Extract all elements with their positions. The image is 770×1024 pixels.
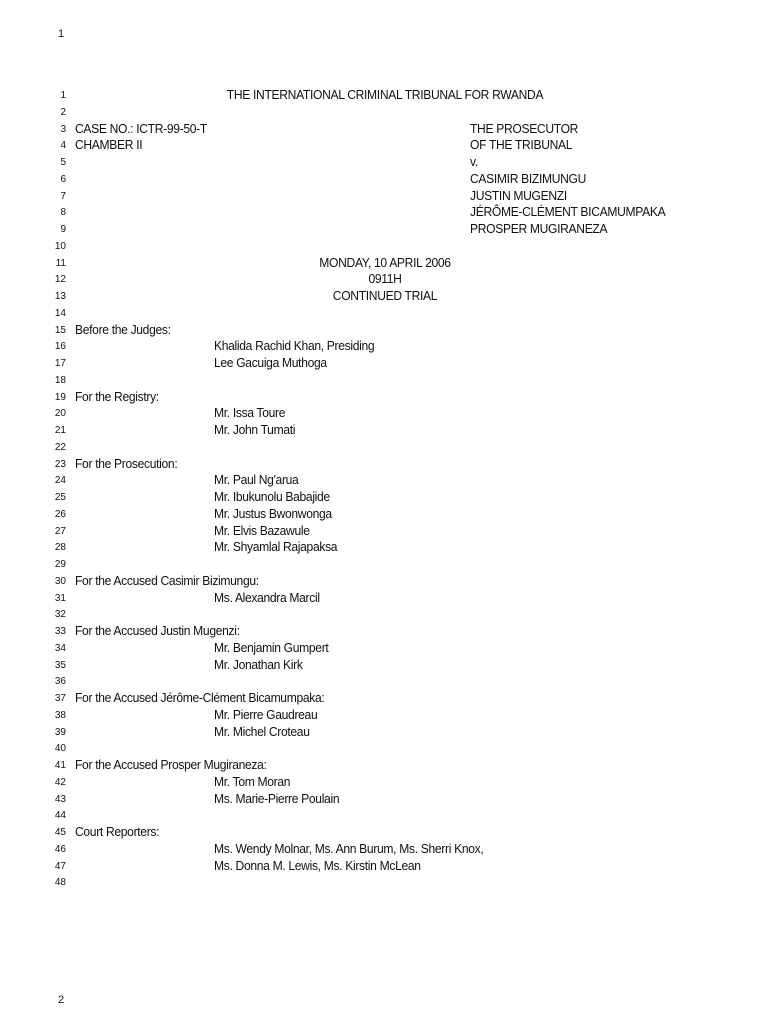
line-number: 13 [54, 291, 66, 302]
transcript-line [0, 673, 770, 690]
prosecution-name: Mr. Justus Bwonwonga [214, 505, 332, 521]
defence-name: Ms. Marie-Pierre Poulain [214, 790, 340, 806]
party-name: v. [470, 154, 478, 169]
prosecution-name: Mr. Elvis Bazawule [214, 522, 310, 538]
line-number: 27 [54, 525, 66, 537]
transcript-line [0, 171, 770, 188]
line-number: 37 [54, 693, 66, 704]
transcript-line [0, 422, 770, 439]
line-number: 36 [54, 676, 66, 688]
reporter-names: Ms. Wendy Molnar, Ms. Ann Burum, Ms. Sherri Knox, [214, 840, 484, 856]
transcript-line [0, 456, 770, 473]
section-label: For the Accused Justin Mugenzi: [75, 623, 240, 638]
line-number: 48 [54, 877, 66, 889]
transcript-line [0, 255, 770, 272]
line-number: 1 [60, 90, 66, 101]
transcript-line [0, 322, 770, 339]
party-name: OF THE TRIBUNAL [470, 137, 573, 153]
transcript-line [0, 338, 770, 355]
section-label: For the Accused Prosper Mugiraneza: [75, 757, 267, 772]
line-number: 39 [54, 726, 66, 738]
line-number: 9 [60, 224, 66, 235]
line-number: 22 [54, 441, 66, 453]
line-number: 23 [54, 458, 66, 470]
session-time: 0911H [368, 271, 402, 287]
registry-name: Mr. John Tumati [214, 422, 296, 437]
line-number: 31 [54, 592, 66, 604]
transcript-line [0, 791, 770, 808]
line-number: 28 [54, 542, 66, 554]
line-number: 46 [54, 843, 66, 855]
section-label: Court Reporters: [75, 824, 160, 839]
transcript-line [0, 405, 770, 422]
section-label: For the Prosecution: [75, 455, 178, 471]
line-number: 19 [54, 391, 66, 403]
judge-name: Khalida Rachid Khan, Presiding [214, 338, 375, 354]
transcript-line [0, 121, 770, 138]
reporter-names: Ms. Donna M. Lewis, Ms. Kirstin McLean [214, 857, 421, 873]
party-name: PROSPER MUGIRANEZA [470, 221, 608, 236]
party-name: JÉRÔME-CLÉMENT BICAMUMPAKA [470, 204, 666, 220]
line-number: 47 [54, 860, 66, 872]
prosecution-name: Mr. Ibukunolu Babajide [214, 489, 330, 504]
line-number: 30 [54, 575, 66, 587]
line-number: 7 [60, 190, 66, 202]
prosecution-name: Mr. Shyamlal Rajapaksa [214, 539, 338, 555]
transcript-line [0, 858, 770, 875]
registry-name: Mr. Issa Toure [214, 405, 286, 421]
line-number: 33 [54, 626, 66, 637]
section-label: For the Accused Jérôme-Clément Bicamumpaka: [75, 690, 325, 705]
top-page-number: 1 [58, 28, 65, 40]
line-number: 20 [54, 408, 66, 420]
line-number: 32 [54, 609, 66, 621]
transcript-line [0, 807, 770, 824]
party-name: THE PROSECUTOR [470, 120, 579, 136]
line-number: 25 [54, 492, 66, 503]
transcript-line [0, 472, 770, 489]
line-number: 26 [54, 508, 66, 520]
transcript-line [0, 439, 770, 456]
bottom-page-number: 2 [58, 994, 65, 1006]
transcript-line [0, 824, 770, 841]
transcript-line [0, 238, 770, 255]
transcript-line [0, 757, 770, 774]
chamber: CHAMBER II [75, 137, 143, 153]
line-number: 4 [60, 140, 66, 152]
transcript-line [0, 271, 770, 288]
tribunal-title: THE INTERNATIONAL CRIMINAL TRIBUNAL FOR RWANDA [226, 87, 544, 102]
transcript-line [0, 690, 770, 707]
line-number: 34 [54, 642, 66, 654]
transcript-line [0, 740, 770, 757]
transcript-line [0, 573, 770, 590]
transcript-line [0, 590, 770, 607]
transcript-line [0, 204, 770, 221]
transcript-line [0, 606, 770, 623]
line-number: 15 [54, 324, 66, 336]
line-number: 35 [54, 659, 66, 671]
line-number: 21 [54, 425, 66, 436]
transcript-line [0, 841, 770, 858]
transcript-line [0, 623, 770, 640]
defence-name: Mr. Pierre Gaudreau [214, 706, 318, 722]
line-number: 24 [54, 475, 66, 487]
line-number: 43 [54, 793, 66, 805]
transcript-line [0, 640, 770, 657]
transcript-line [0, 372, 770, 389]
line-number: 42 [54, 776, 66, 788]
line-number: 10 [54, 240, 66, 252]
transcript-line [0, 154, 770, 171]
line-number: 18 [54, 374, 66, 386]
transcript-line [0, 305, 770, 322]
line-number: 6 [60, 173, 66, 185]
case-number: CASE NO.: ICTR-99-50-T [75, 120, 207, 136]
line-number: 16 [54, 341, 66, 353]
transcript-line [0, 87, 770, 104]
line-number: 41 [54, 760, 66, 771]
transcript-line [0, 288, 770, 305]
transcript-line [0, 137, 770, 154]
session-date: MONDAY, 10 APRIL 2006 [319, 254, 451, 270]
session-type: CONTINUED TRIAL [332, 288, 438, 303]
line-number: 3 [60, 123, 66, 135]
defence-name: Mr. Jonathan Kirk [214, 656, 303, 672]
prosecution-name: Mr. Paul Ng'arua [214, 472, 299, 488]
party-name: JUSTIN MUGENZI [470, 187, 567, 203]
line-number: 38 [54, 709, 66, 721]
transcript-line [0, 355, 770, 372]
line-number: 40 [54, 743, 66, 755]
transcript-line [0, 389, 770, 406]
line-number: 12 [54, 274, 66, 286]
judge-name: Lee Gacuiga Muthoga [214, 355, 327, 370]
transcript-line [0, 188, 770, 205]
transcript-line [0, 506, 770, 523]
transcript-line [0, 556, 770, 573]
party-name: CASIMIR BIZIMUNGU [470, 170, 587, 186]
defence-name: Mr. Benjamin Gumpert [214, 639, 329, 655]
line-number: 2 [60, 106, 66, 118]
line-number: 17 [54, 358, 66, 369]
line-number: 45 [54, 827, 66, 838]
defence-name: Mr. Michel Croteau [214, 723, 310, 739]
transcript-line [0, 707, 770, 724]
transcript-line [0, 104, 770, 121]
section-label: For the Accused Casimir Bizimungu: [75, 572, 259, 588]
transcript-line [0, 221, 770, 238]
transcript-line [0, 657, 770, 674]
transcript-line [0, 489, 770, 506]
transcript-line [0, 724, 770, 741]
line-number: 8 [60, 207, 66, 219]
line-number: 11 [55, 257, 66, 269]
transcript-line [0, 874, 770, 891]
section-label: Before the Judges: [75, 321, 171, 337]
line-number: 44 [54, 810, 66, 822]
transcript-line [0, 774, 770, 791]
transcript-line [0, 539, 770, 556]
line-number: 5 [60, 157, 66, 168]
transcript-line [0, 523, 770, 540]
defence-name: Ms. Alexandra Marcil [214, 589, 320, 605]
line-number: 29 [54, 559, 66, 570]
defence-name: Mr. Tom Moran [214, 773, 291, 789]
section-label: For the Registry: [75, 388, 159, 404]
line-number: 14 [54, 307, 66, 319]
